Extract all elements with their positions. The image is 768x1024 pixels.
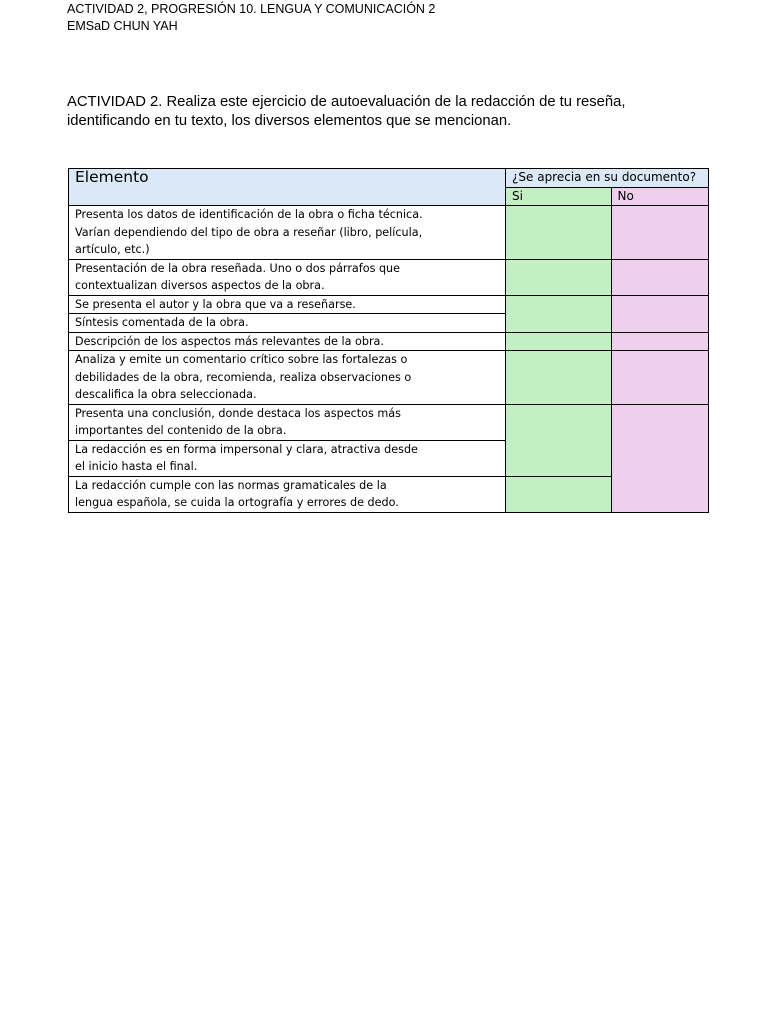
yes-cell[interactable] [506,206,611,260]
yes-cell[interactable] [506,476,611,512]
element-cell [69,351,506,405]
element-text-line: contextualizan diversos aspectos de la obra. [75,279,325,292]
table-row [69,259,709,295]
element-text-line: debilidades de la obra, recomienda, realiza observaciones o [75,370,412,384]
element-text-line: Se presenta el autor y la obra que va a reseñarse. [75,297,356,311]
table-row [69,351,709,405]
element-text-line: lengua española, se cuida la ortografía y errores de dedo. [75,496,399,509]
question-column-header: ¿Se aprecia en su documento? [506,169,709,188]
element-text-line: Analiza y emite un comentario crítico sobre las fortalezas o [75,353,408,366]
document-header [67,1,435,35]
header-school: EMSaD CHUN YAH [67,19,178,33]
table-row [69,332,709,351]
element-text-line: Presenta los datos de identificación de la obra o ficha técnica. [75,208,423,221]
element-text-line: La redacción cumple con las normas gramaticales de la [75,478,387,492]
element-text-line: Descripción de los aspectos más relevantes de la obra. [75,334,384,348]
no-cell[interactable] [611,351,708,405]
element-cell [69,314,506,333]
element-text-line: La redacción es en forma impersonal y clara, atractiva desde [75,442,418,456]
self-evaluation-table [68,168,709,513]
table-row [69,404,709,440]
element-text-line: artículo, etc.) [75,243,150,256]
element-cell [69,332,506,351]
element-text-line: Presentación de la obra reseñada. Uno o dos párrafos que [75,261,401,275]
yes-column-header: Si [506,187,611,206]
element-text-line: Síntesis comentada de la obra. [75,316,249,329]
no-column-header: No [611,187,708,206]
element-cell [69,404,506,440]
element-cell [69,440,506,476]
no-cell[interactable] [611,295,708,332]
element-text-line: Varían dependiendo del tipo de obra a reseñar (libro, película, [75,225,423,239]
header-title: ACTIVIDAD 2, PROGRESIÓN 10. LENGUA Y COMUNICACIÓN 2 [67,2,436,16]
element-cell [69,295,506,314]
no-cell[interactable] [611,332,708,351]
instructions-line-2: identificando en tu texto, los diversos elementos que se mencionan. [67,113,512,129]
table-row [69,206,709,260]
yes-cell[interactable] [506,259,611,295]
no-cell[interactable] [611,206,708,260]
element-cell [69,259,506,295]
instructions [67,93,707,131]
no-cell[interactable] [611,404,708,512]
element-cell [69,476,506,512]
yes-cell[interactable] [506,404,611,476]
yes-cell[interactable] [506,351,611,405]
no-cell[interactable] [611,259,708,295]
table-row [69,295,709,314]
element-cell [69,206,506,260]
element-text-line: el inicio hasta el final. [75,460,198,473]
element-column-header: Elemento [69,169,506,206]
element-text-line: Presenta una conclusión, donde destaca los aspectos más [75,406,401,420]
yes-cell[interactable] [506,295,611,332]
yes-cell[interactable] [506,332,611,351]
element-text-line: importantes del contenido de la obra. [75,424,287,437]
instructions-line-1: ACTIVIDAD 2. Realiza este ejercicio de autoevaluación de la redacción de tu reseña, [67,94,626,110]
element-text-line: descalifica la obra seleccionada. [75,388,257,401]
